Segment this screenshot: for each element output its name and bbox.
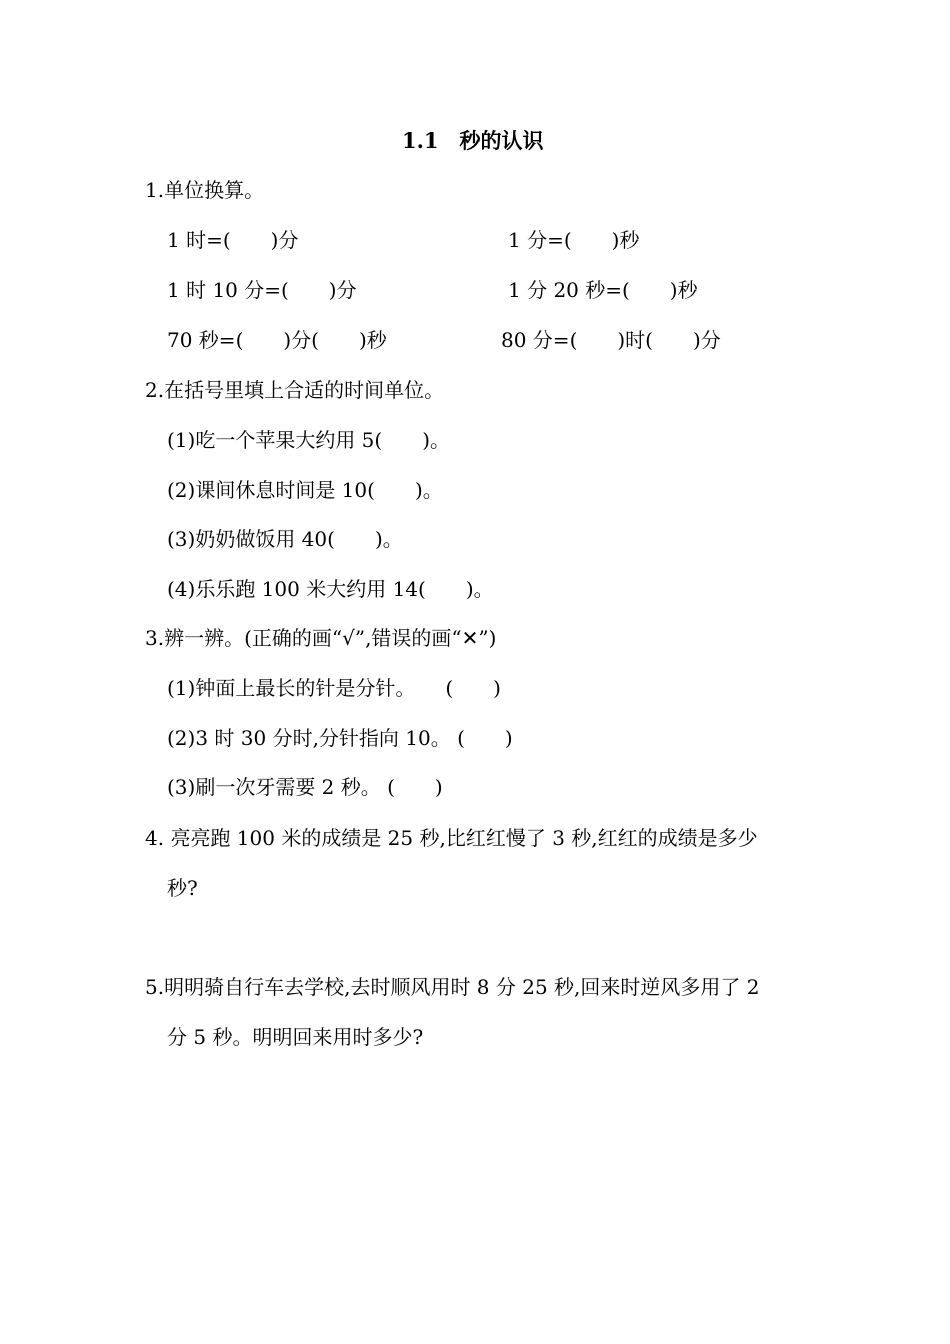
question-4-line-2: 秒?: [167, 876, 198, 900]
question-5-line-2: 分 5 秒。明明回来用时多少?: [167, 1025, 424, 1049]
question-1-row-2-right: 1 分 20 秒=( )秒: [508, 278, 698, 302]
question-3-stem: 3.辨一辨。(正确的画“√”,错误的画“✕”): [145, 626, 497, 650]
question-2-item-3: (3)奶奶做饭用 40( )。: [167, 527, 403, 551]
question-3-item-1: (1)钟面上最长的针是分针。 ( ): [167, 676, 501, 700]
question-5-line-1: 5.明明骑自行车去学校,去时顺风用时 8 分 25 秒,回来时逆风多用了 2: [145, 975, 760, 999]
question-1-row-2-left: 1 时 10 分=( )分: [167, 278, 357, 302]
question-2-item-1: (1)吃一个苹果大约用 5( )。: [167, 428, 451, 452]
question-1-row-1-left: 1 时=( )分: [167, 228, 299, 252]
question-2-stem: 2.在括号里填上合适的时间单位。: [145, 378, 445, 402]
question-1-row-3-left: 70 秒=( )分( )秒: [167, 328, 387, 352]
question-3-item-3: (3)刷一次牙需要 2 秒。 ( ): [167, 775, 443, 799]
question-1-row-3-right: 80 分=( )时( )分: [501, 328, 721, 352]
page-title: 1.1 秒的认识: [402, 128, 544, 153]
question-1-stem: 1.单位换算。: [145, 178, 265, 202]
question-1-row-1-right: 1 分=( )秒: [508, 228, 640, 252]
question-2-item-4: (4)乐乐跑 100 米大约用 14( )。: [167, 577, 494, 601]
question-4-line-1: 4. 亮亮跑 100 米的成绩是 25 秒,比红红慢了 3 秒,红红的成绩是多少: [145, 826, 758, 850]
question-3-item-2: (2)3 时 30 分时,分针指向 10。 ( ): [167, 726, 513, 750]
question-2-item-2: (2)课间休息时间是 10( )。: [167, 478, 443, 502]
